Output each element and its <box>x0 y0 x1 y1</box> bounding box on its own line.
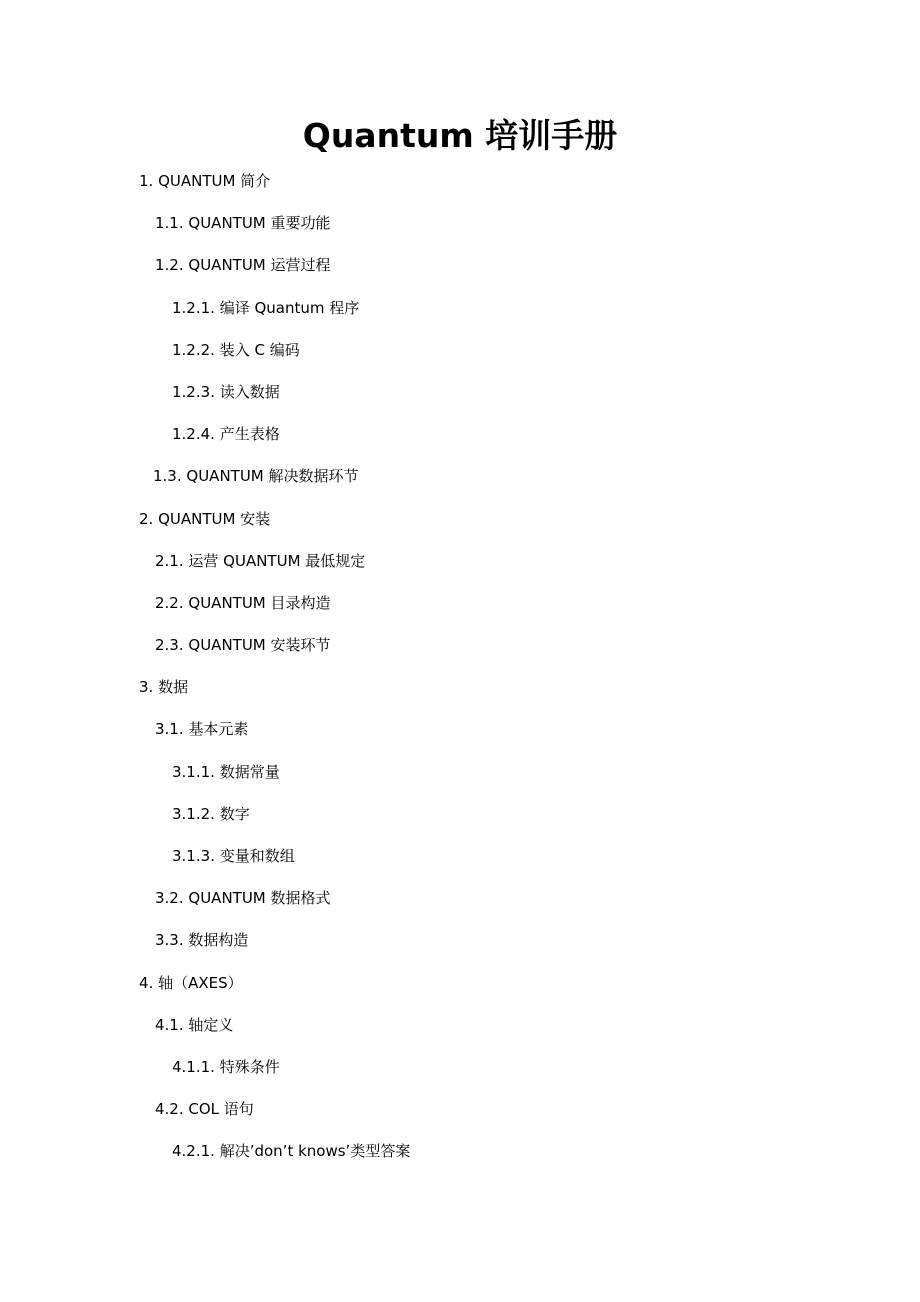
toc-entry[interactable]: 1.3. QUANTUM 解决数据环节 <box>153 467 359 486</box>
toc-entry[interactable]: 2.1. 运营 QUANTUM 最低规定 <box>155 551 366 570</box>
toc-entry[interactable]: 4.1. 轴定义 <box>155 1015 234 1034</box>
toc-entry[interactable]: 3.1.3. 变量和数组 <box>172 847 295 865</box>
table-of-contents <box>0 168 920 1181</box>
toc-entry[interactable]: 3.2. QUANTUM 数据格式 <box>155 889 331 908</box>
toc-entry[interactable]: 4.2. COL 语句 <box>155 1100 254 1119</box>
document-title: Quantum 培训手册 <box>302 116 618 155</box>
toc-entry[interactable]: 1.2. QUANTUM 运营过程 <box>155 256 331 275</box>
toc-entry[interactable]: 1. QUANTUM 简介 <box>139 172 271 190</box>
toc-entry[interactable]: 3.1.2. 数字 <box>172 804 250 823</box>
toc-entry[interactable]: 1.2.3. 读入数据 <box>172 382 280 401</box>
toc-entry[interactable]: 1.2.2. 装入 C 编码 <box>172 340 300 359</box>
toc-entry[interactable]: 3.1. 基本元素 <box>155 720 249 739</box>
toc-entry[interactable]: 4. 轴（AXES） <box>139 973 243 992</box>
toc-entry[interactable]: 4.1.1. 特殊条件 <box>172 1057 280 1076</box>
toc-entry[interactable]: 3.3. 数据构造 <box>155 931 249 950</box>
toc-entry[interactable]: 1.2.1. 编译 Quantum 程序 <box>172 298 360 317</box>
toc-entry[interactable]: 2.2. QUANTUM 目录构造 <box>155 593 331 612</box>
toc-entry[interactable]: 2. QUANTUM 安装 <box>139 509 271 528</box>
toc-entry[interactable]: 3. 数据 <box>139 678 189 697</box>
toc-entry[interactable]: 3.1.1. 数据常量 <box>172 762 280 781</box>
toc-entry[interactable]: 1.2.4. 产生表格 <box>172 425 280 444</box>
toc-entry[interactable]: 4.2.1. 解决’don’t knows’类型答案 <box>172 1142 411 1161</box>
toc-entry[interactable]: 1.1. QUANTUM 重要功能 <box>155 214 331 233</box>
toc-entry[interactable]: 2.3. QUANTUM 安装环节 <box>155 636 331 655</box>
